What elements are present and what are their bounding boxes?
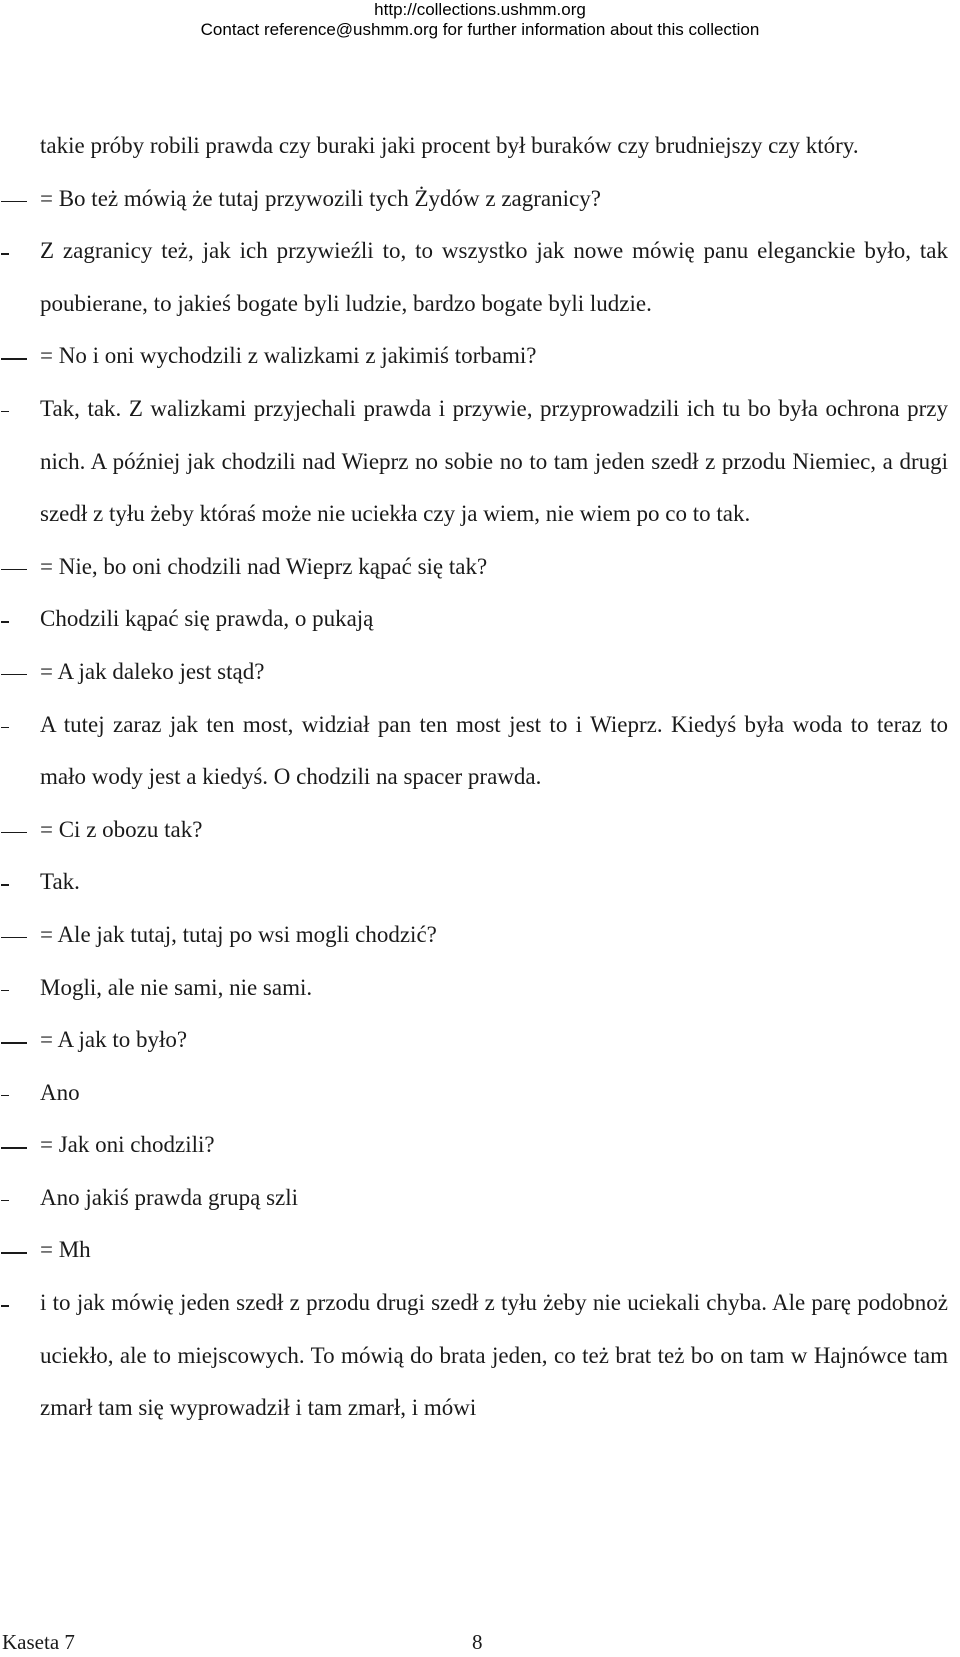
header-contact-note: Contact reference@ushmm.org for further information about this collection <box>200 20 760 39</box>
respondent-answer <box>0 593 960 646</box>
paragraph-text: = Nie, bo oni chodzili nad Wieprz kąpać się tak? <box>40 553 488 579</box>
transcript-paragraph <box>0 120 960 173</box>
paragraph-text: Ano jakiś prawda grupą szli <box>40 1184 299 1210</box>
interviewer-question <box>0 541 960 594</box>
interviewer-question <box>0 330 960 383</box>
interviewer-question <box>0 1014 960 1067</box>
interviewer-question <box>0 646 960 699</box>
respondent-answer <box>0 1067 960 1120</box>
page-header <box>0 0 960 40</box>
cassette-label: Kaseta 7 <box>2 1630 75 1654</box>
respondent-answer <box>0 1277 960 1435</box>
respondent-answer <box>0 856 960 909</box>
paragraph-text: = No i oni wychodzili z walizkami z jakimiś torbami? <box>40 343 537 369</box>
paragraph-text: = Bo też mówią że tutaj przywozili tych Żydów z zagranicy? <box>40 185 601 211</box>
paragraph-text: Ano <box>40 1079 80 1105</box>
paragraph-text: Mogli, ale nie sami, nie sami. <box>40 974 313 1000</box>
paragraph-text: Tak, tak. Z walizkami przyjechali prawda i przywie, przyprowadzili ich tu bo była ochrona przy nich. A później jak chodzili nad Wieprz no sobie no to tam jeden szedł z przodu Niemiec, a drugi szedł z tyłu żeby któraś może nie uciekła czy ja wiem, nie wiem po co to tak. <box>40 395 948 527</box>
paragraph-text: = Mh <box>40 1237 91 1263</box>
respondent-answer <box>0 1172 960 1225</box>
paragraph-text: Chodzili kąpać się prawda, o pukają <box>40 606 374 632</box>
interviewer-question <box>0 1224 960 1277</box>
page-footer <box>0 1628 960 1657</box>
paragraph-text: = Ale jak tutaj, tutaj po wsi mogli chodzić? <box>40 921 437 947</box>
transcript-body <box>0 120 960 1435</box>
paragraph-text: = Ci z obozu tak? <box>40 816 203 842</box>
paragraph-text: Z zagranicy też, jak ich przywieźli to, to wszystko jak nowe mówię panu eleganckie było, tak poubierane, to jakieś bogate byli ludzie, bardzo bogate byli ludzie. <box>40 238 948 316</box>
respondent-answer <box>0 962 960 1015</box>
paragraph-text: takie próby robili prawda czy buraki jaki procent był buraków czy brudniejszy czy który. <box>40 133 859 158</box>
interviewer-question <box>0 804 960 857</box>
paragraph-text: = A jak daleko jest stąd? <box>40 658 265 684</box>
header-url: http://collections.ushmm.org <box>374 0 586 19</box>
respondent-answer <box>0 225 960 330</box>
paragraph-text: A tutej zaraz jak ten most, widział pan ten most jest to i Wieprz. Kiedyś była woda to teraz to mało wody jest a kiedyś. O chodzili na spacer prawda. <box>40 711 948 790</box>
respondent-answer <box>0 383 960 541</box>
paragraph-text: = Jak oni chodzili? <box>40 1132 215 1158</box>
respondent-answer <box>0 699 960 804</box>
interviewer-question <box>0 1119 960 1172</box>
interviewer-question <box>0 173 960 226</box>
paragraph-text: i to jak mówię jeden szedł z przodu drugi szedł z tyłu żeby nie uciekali chyba. Ale parę podobnoż uciekło, ale to miejscowych. To mówią do brata jeden, co też brat też bo on tam w Hajnówce tam zmarł tam się wyprowadził i tam zmarł, i mówi <box>40 1290 948 1421</box>
paragraph-text: = A jak to było? <box>40 1027 188 1053</box>
paragraph-text: Tak. <box>40 869 80 895</box>
interviewer-question <box>0 909 960 962</box>
page-number: 8 <box>472 1630 483 1654</box>
